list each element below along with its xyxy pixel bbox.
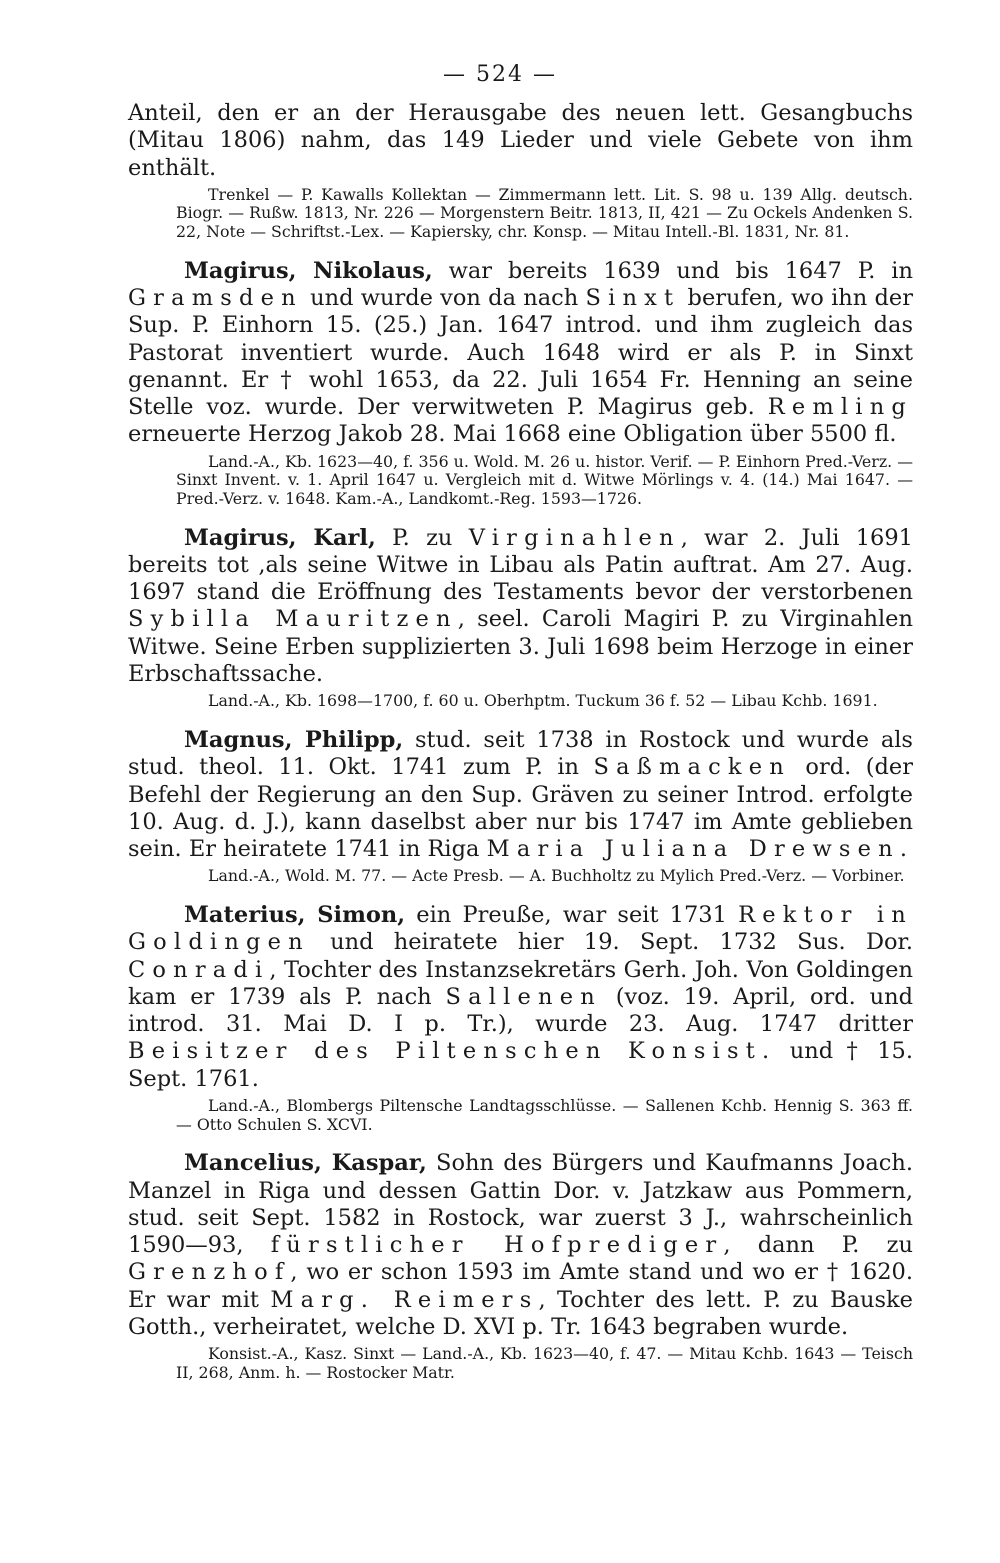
entry-name: Materius, Simon,	[184, 901, 406, 928]
entry-text-segment: und wurde von da nach	[302, 284, 586, 311]
entry-text-segment: Sohn des Bürgers und Kaufmanns Joach. Manzel in Riga und dessen Gattin Dor. v. Jatzkaw aus Pommern, stud. seit Sept. 1582 in Rostock, war zuerst 3 J., wahrscheinlich 1590—93,	[128, 1150, 913, 1259]
spaced-term: Beisitzer des Piltenschen Konsist.	[128, 1038, 777, 1065]
entry-name: Mancelius, Kaspar,	[184, 1150, 427, 1177]
spaced-term: Sallenen	[445, 983, 602, 1010]
entry	[128, 727, 913, 886]
spaced-term: Maria Juliana Drewsen	[486, 836, 900, 863]
intro-source: Trenkel — P. Kawalls Kollektan — Zimmermann lett. Lit. S. 98 u. 139 Allg. deutsch. Biogr. — Rußw. 1813, Nr. 226 — Morgenstern Beitr. 1813, II, 421 — Zu Ockels Andenken S. 22, Note — Schriftst.-Lex. — Kapiersky, chr. Konsp. — Mitau Intell.-Bl. 1831, Nr. 81.	[176, 184, 913, 242]
entry-text	[128, 525, 913, 689]
entry-text-segment: und heiratete hier 19. Sept. 1732 Sus. Dor.	[309, 929, 913, 956]
page-content	[128, 100, 913, 1383]
spaced-term: Sybilla Mauritzen	[128, 606, 458, 633]
spaced-term: Grenzhof	[128, 1259, 291, 1286]
entry	[128, 902, 913, 1134]
entry-text-segment: und † 15. Sept. 1761.	[128, 1038, 914, 1092]
entry-text-segment: .	[899, 836, 908, 863]
spaced-term: Gramsden	[128, 284, 303, 311]
entry-text-segment: , Tochter des lett. P. zu Bauske Gotth., verheiratet, welche D. XVI p. Tr. 1643 begraben wurde.	[128, 1286, 913, 1341]
entry-text	[128, 727, 913, 863]
entry-text-segment: ein Preuße, war seit 1731	[405, 901, 739, 928]
entry-text-segment: stud. seit 1738 in Rostock und wurde als stud. theol. 11. Okt. 1741 zum P. in	[128, 726, 913, 781]
spaced-term: Conradi	[128, 956, 270, 983]
entry-text-segment: war bereits 1639 und bis 1647 P. in	[432, 257, 913, 284]
entry-source: Land.-A., Kb. 1623—40, f. 356 u. Wold. M. 26 u. histor. Verif. — P. Einhorn Pred.-Verz. — Sinxt Invent. v. 1. April 1647 u. Vergleich mit d. Witwe Mörlings v. 4. (14.) Mai 1647. — Pred.-Verz. v. 1648. Kam.-A., Landkomt.-Reg. 1593—1726.	[176, 451, 913, 508]
spaced-term: Remling	[767, 394, 913, 421]
entry-text	[128, 258, 913, 449]
entries-list	[128, 258, 913, 1383]
entry-text-segment: ord. (der Befehl der Regierung an den Sup. Gräven zu seiner Introd. erfolgte 10. Aug. d. J.), kann daselbst aber nur bis 1747 im Amte geblieben sein. Er heiratete 1741 in Riga	[128, 754, 913, 863]
entry-source: Konsist.-A., Kasz. Sinxt — Land.-A., Kb. 1623—40, f. 47. — Mitau Kchb. 1643 — Teisch II, 268, Anm. h. — Rostocker Matr.	[176, 1344, 913, 1382]
entry-text-segment: erneuerte Herzog Jakob 28. Mai 1668 eine Obligation über 5500 fl.	[128, 421, 897, 448]
entry-text	[128, 1150, 913, 1341]
intro-continuation	[128, 100, 913, 242]
entry-source: Land.-A., Kb. 1698—1700, f. 60 u. Oberhptm. Tuckum 36 f. 52 — Libau Kchb. 1691.	[208, 691, 878, 711]
spaced-term: Virginahlen	[468, 524, 681, 551]
entry-text-segment: P. zu	[375, 524, 469, 551]
spaced-term: Marg. Reimers	[270, 1286, 539, 1313]
entry-text-segment: , dann P. zu	[723, 1232, 913, 1259]
entry-source: Land.-A., Wold. M. 77. — Acte Presb. — A. Buchholtz zu Mylich Pred.-Verz. — Vorbiner.	[208, 866, 905, 886]
entry-text	[128, 902, 913, 1093]
entry	[128, 258, 913, 509]
entry-text-segment: , war 2. Juli 1691 bereits tot ,als seine Witwe in Libau als Patin auftrat. Am 27. Aug. 1697 stand die Eröffnung des Testaments bevor der verstorbenen	[128, 524, 913, 606]
entry	[128, 1150, 913, 1382]
entry-name: Magirus, Karl,	[184, 524, 376, 551]
entry-text-segment: , Tochter des Instanzsekretärs Gerh. Joh. Von Goldingen kam er 1739 als P. nach	[128, 956, 913, 1010]
entry-source: Land.-A., Blombergs Piltensche Landtagsschlüsse. — Sallenen Kchb. Hennig S. 363 ff. — Otto Schulen S. XCVI.	[176, 1096, 913, 1134]
entry-text-segment: , seel. Caroli Magiri P. zu Virginahlen Witwe. Seine Erben supplizierten 3. Juli 1698 beim Herzoge in einer Erbschaftssache.	[128, 606, 913, 688]
entry-text-segment: berufen, wo ihn der Sup. P. Einhorn 15. (25.) Jan. 1647 introd. und ihm zugleich das Pastorat inventiert wurde. Auch 1648 wird er als P. in Sinxt genannt. Er † wohl 1653, da 22. Juli 1654 Fr. Henning an seine Stelle voz. wurde. Der verwitweten P. Magirus geb.	[128, 284, 913, 421]
spaced-term: Sinxt	[585, 284, 681, 311]
spaced-term: Saßmacken	[593, 754, 791, 781]
entry	[128, 525, 913, 711]
entry-text-segment: (voz. 19. April, ord. und introd. 31. Mai D. I p. Tr.), wurde 23. Aug. 1747 dritter	[128, 983, 914, 1038]
page-number: — 524 —	[443, 62, 557, 87]
entry-text-segment: , wo er schon 1593 im Amte stand und wo er † 1620. Er war mit	[128, 1259, 913, 1313]
spaced-term: Rektor in Goldingen	[128, 901, 913, 956]
entry-name: Magirus, Nikolaus,	[184, 257, 433, 284]
spaced-term: fürstlicher Hofprediger	[270, 1232, 724, 1259]
entry-name: Magnus, Philipp,	[184, 726, 404, 753]
intro-text: Anteil, den er an der Herausgabe des neuen lett. Gesangbuchs (Mitau 1806) nahm, das 149 Lieder und viele Gebete von ihm enthält.	[128, 100, 913, 181]
